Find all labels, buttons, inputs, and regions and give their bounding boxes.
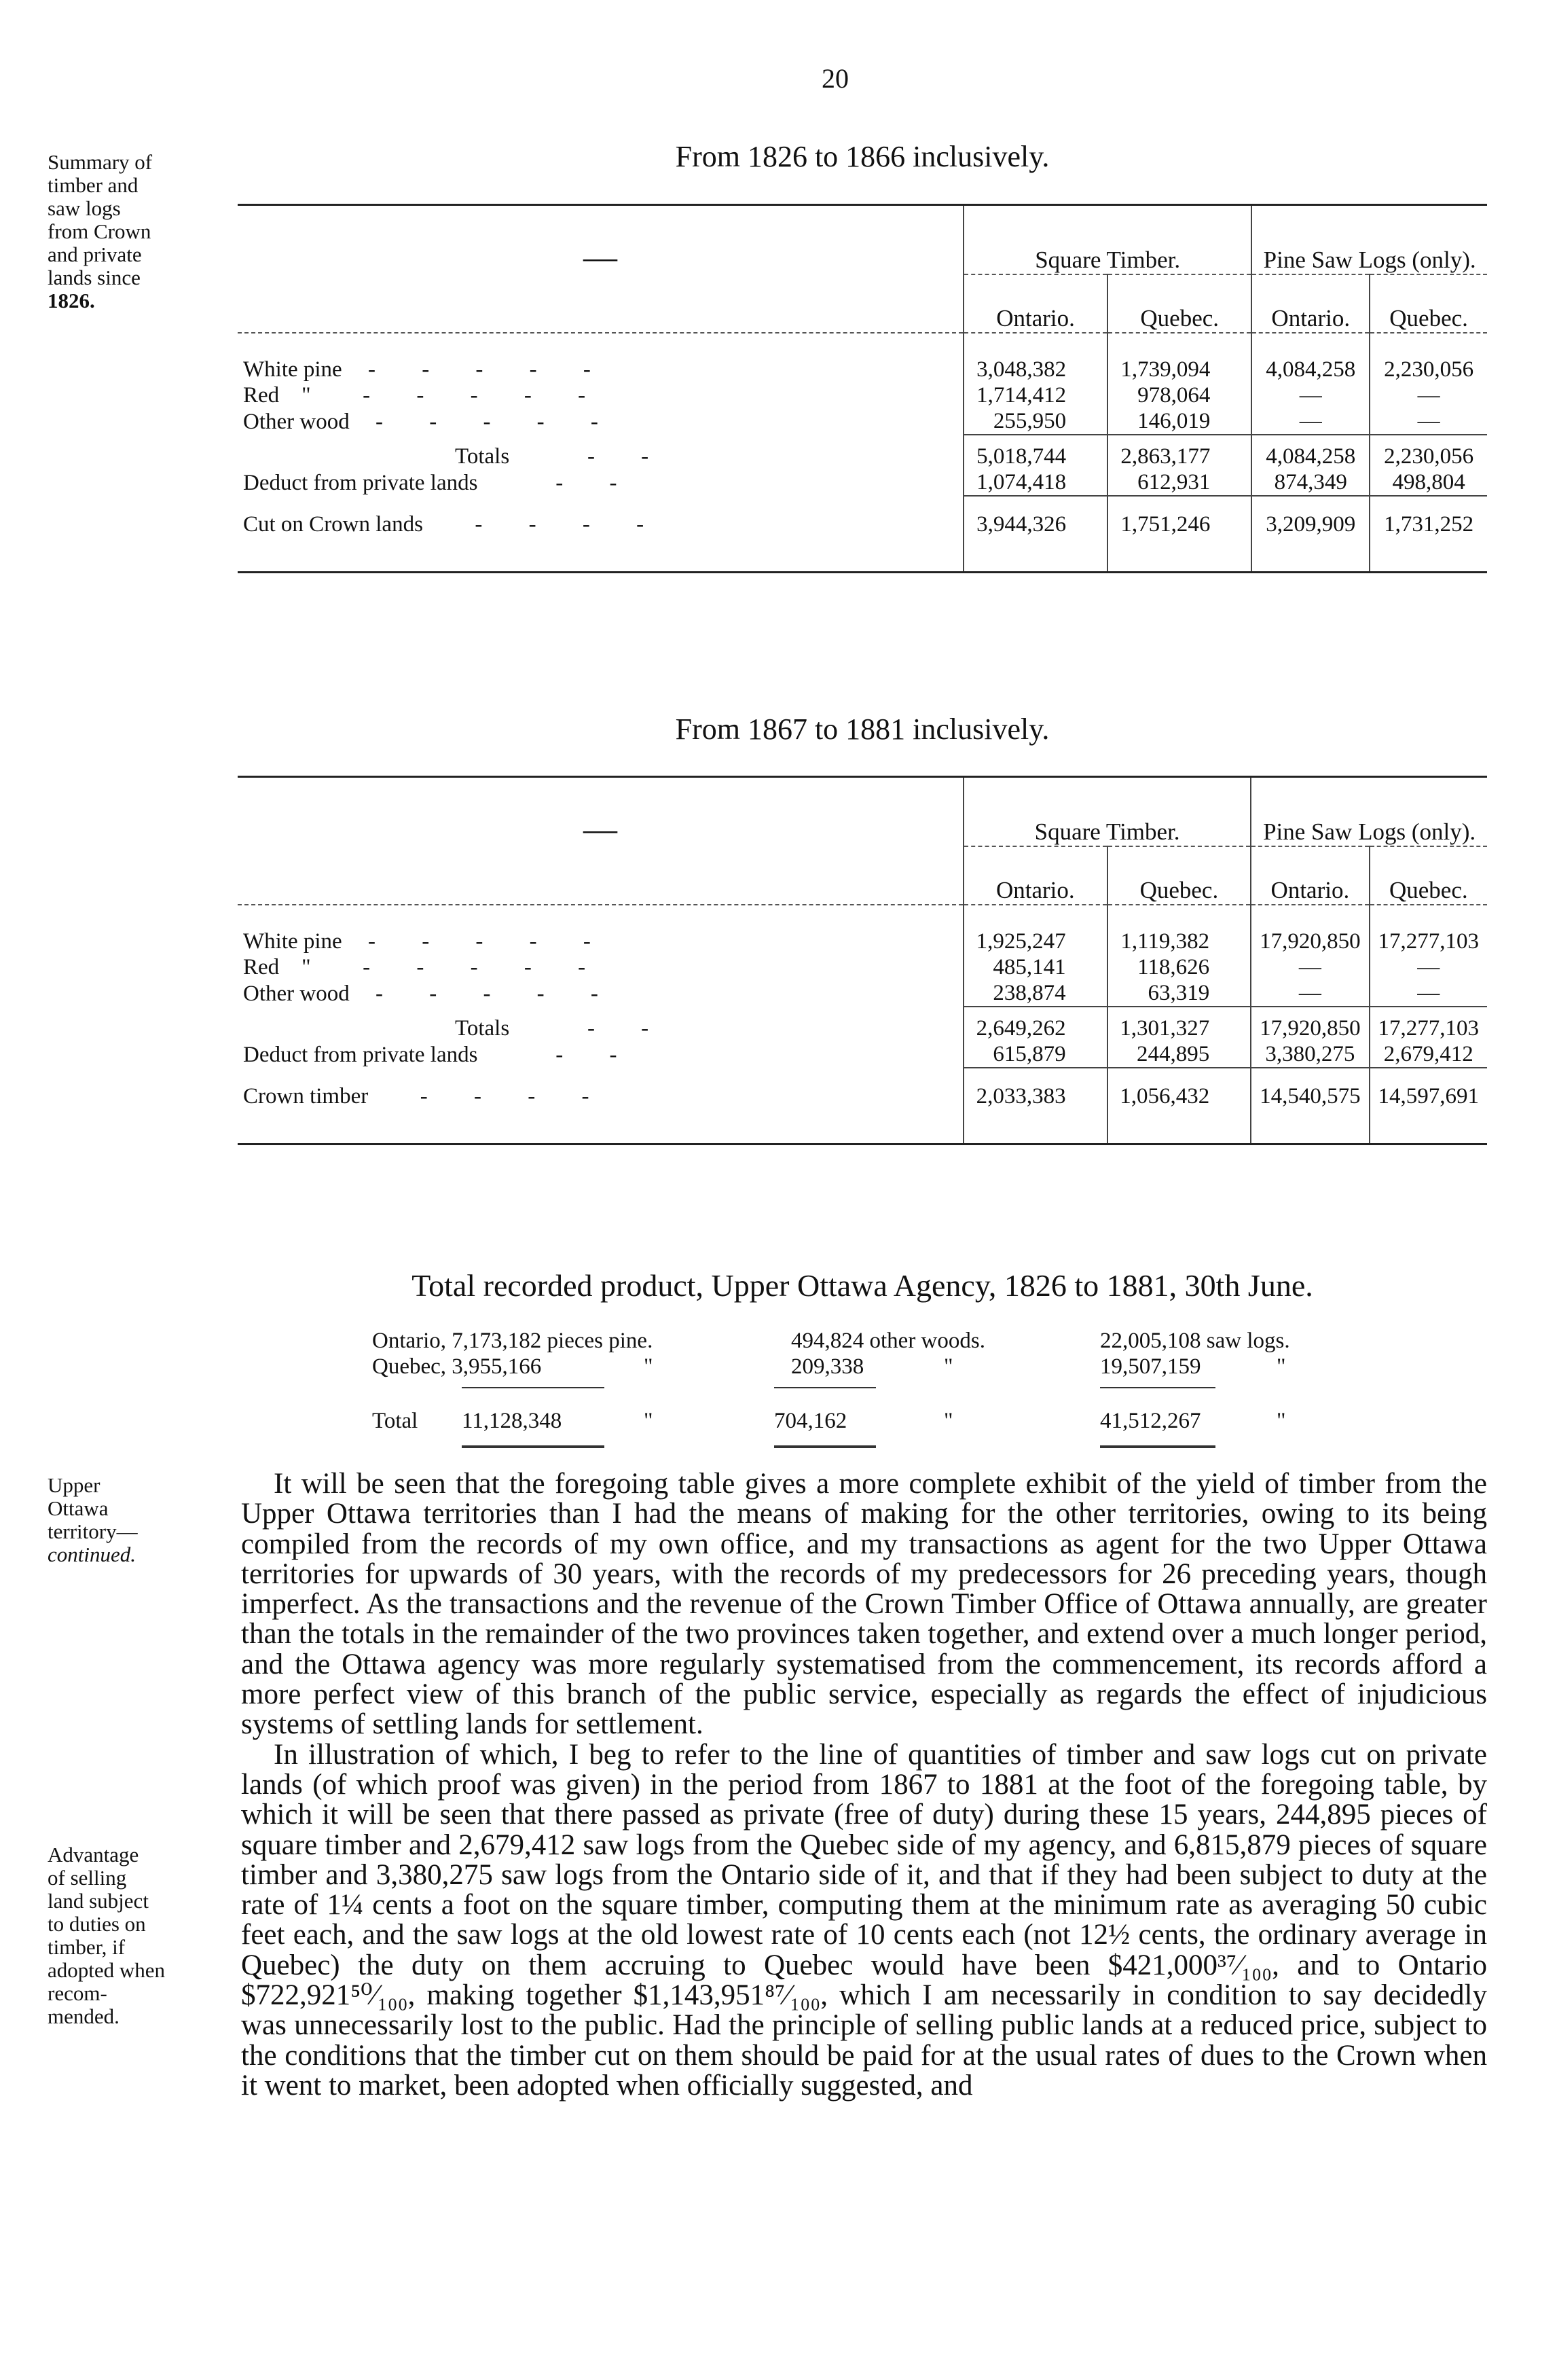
total-logs: 41,512,267 bbox=[1100, 1409, 1201, 1433]
cell: — bbox=[1370, 954, 1487, 980]
total-pine: 11,128,348 bbox=[462, 1409, 562, 1433]
sub-header: Ontario. bbox=[964, 274, 1107, 333]
margin-note-summary bbox=[48, 151, 152, 312]
cell: 4,084,258 bbox=[1251, 435, 1370, 469]
ditto-mark: " bbox=[944, 1409, 953, 1433]
margin-line: Advantage bbox=[48, 1843, 139, 1867]
ditto-mark: " bbox=[644, 1409, 653, 1433]
cell: — bbox=[1251, 980, 1369, 1007]
cell: 17,920,850 bbox=[1251, 1007, 1369, 1041]
margin-line: timber and bbox=[48, 173, 139, 197]
row-label: Red " bbox=[243, 955, 311, 979]
sub-header: Ontario. bbox=[1251, 274, 1370, 333]
total-other: 704,162 bbox=[774, 1409, 847, 1433]
group-header: Square Timber. bbox=[964, 777, 1251, 847]
table-corner-bottom bbox=[238, 846, 964, 905]
sub-header: Quebec. bbox=[1370, 274, 1487, 333]
row-label: Other wood bbox=[243, 981, 350, 1006]
margin-line: Ottawa bbox=[48, 1496, 109, 1520]
table-row: Other wood - - - - - 255,950 146,019 — — bbox=[238, 408, 1487, 435]
cell: 1,056,432 bbox=[1107, 1068, 1251, 1109]
sub-header: Quebec. bbox=[1370, 846, 1487, 905]
group-header: Pine Saw Logs (only). bbox=[1251, 777, 1487, 847]
cell: 17,277,103 bbox=[1370, 905, 1487, 954]
table-2 bbox=[238, 776, 1487, 1145]
ditto-mark: " bbox=[1277, 1354, 1286, 1379]
cell: 3,209,909 bbox=[1251, 496, 1370, 537]
total-ontario-other: 494,824 other woods. bbox=[791, 1329, 985, 1353]
table-row: White pine - - - - - 1,925,247 1,119,382 17,920,850 17,277,103 bbox=[238, 905, 1487, 954]
table-row: Red " - - - - - 1,714,412 978,064 — — bbox=[238, 382, 1487, 408]
sum-rule bbox=[1100, 1387, 1215, 1388]
margin-line: land subject bbox=[48, 1889, 149, 1913]
table-2-title: From 1867 to 1881 inclusively. bbox=[675, 713, 1050, 746]
ditto-mark: " bbox=[644, 1354, 653, 1379]
row-label: White pine bbox=[243, 929, 342, 954]
cell: 63,319 bbox=[1107, 980, 1251, 1007]
cell: 4,084,258 bbox=[1251, 333, 1370, 382]
margin-line: recom- bbox=[48, 1981, 107, 2005]
cell: 612,931 bbox=[1107, 469, 1251, 496]
group-header: Pine Saw Logs (only). bbox=[1251, 205, 1487, 275]
table-row-net: Cut on Crown lands - - - - 3,944,326 1,751,246 3,209,909 1,731,252 bbox=[238, 496, 1487, 537]
cell: 1,731,252 bbox=[1370, 496, 1487, 537]
cell: 2,679,412 bbox=[1370, 1041, 1487, 1068]
cell: 498,804 bbox=[1370, 469, 1487, 496]
margin-line: timber, if bbox=[48, 1935, 126, 1959]
row-label: Crown timber bbox=[243, 1084, 369, 1108]
row-label: White pine bbox=[243, 357, 342, 382]
cell: 3,380,275 bbox=[1251, 1041, 1369, 1068]
margin-line: territory— bbox=[48, 1519, 138, 1543]
margin-line: saw logs bbox=[48, 196, 121, 220]
cell: 1,751,246 bbox=[1107, 496, 1251, 537]
row-label: Deduct from private lands bbox=[243, 1043, 478, 1067]
table-row: Other wood - - - - - 238,874 63,319 — — bbox=[238, 980, 1487, 1007]
table-row-net: Crown timber - - - - 2,033,383 1,056,432 14,540,575 14,597,691 bbox=[238, 1068, 1487, 1109]
cell: 2,230,056 bbox=[1370, 333, 1487, 382]
cell: 2,230,056 bbox=[1370, 435, 1487, 469]
sub-header: Ontario. bbox=[964, 846, 1107, 905]
table-row-deduct: Deduct from private lands - - 1,074,418 612,931 874,349 498,804 bbox=[238, 469, 1487, 496]
double-rule bbox=[462, 1445, 604, 1448]
cell: 14,597,691 bbox=[1370, 1068, 1487, 1109]
cell: 3,048,382 bbox=[964, 333, 1107, 382]
sub-header: Ontario. bbox=[1251, 846, 1369, 905]
paragraph: It will be seen that the foregoing table gives a more complete exhibit of the yield of timber from the Upper Ottawa territories than I had the means of making for the other territories, owing to its being compiled from the records of my own office, and my transactions as agent for the two Upper Ottawa territories for upwards of 30 years, with the records of my predecessors for 26 preceding years, though imperfect. As the transactions and the revenue of the Crown Timber Office of Ottawa annually, are greater than the totals in the remainder of the two provinces taken together, and extend over a much longer period, and the Ottawa agency was more regularly systematised from the commencement, its records afford a more perfect view of this branch of the public service, especially as regards the effect of injudicious systems of settling lands for settlement. bbox=[241, 1468, 1487, 1741]
total-ontario-logs: 22,005,108 saw logs. bbox=[1100, 1329, 1290, 1353]
cell: 1,925,247 bbox=[964, 905, 1107, 954]
margin-note-advantage bbox=[48, 1843, 165, 2028]
total-quebec-other: 209,338 bbox=[791, 1354, 864, 1379]
margin-line: continued. bbox=[48, 1543, 136, 1566]
total-quebec-logs: 19,507,159 bbox=[1100, 1354, 1201, 1379]
cell: 874,349 bbox=[1251, 469, 1370, 496]
margin-line: and private bbox=[48, 242, 142, 266]
margin-line: adopted when bbox=[48, 1958, 166, 1982]
total-quebec-label: Quebec, 3,955,166 bbox=[372, 1354, 542, 1379]
page-number: 20 bbox=[822, 63, 849, 94]
row-label: Totals bbox=[455, 444, 510, 469]
margin-line: of selling bbox=[48, 1866, 127, 1890]
table-row: Red " - - - - - 485,141 118,626 — — bbox=[238, 954, 1487, 980]
sum-rule bbox=[462, 1387, 604, 1388]
total-total-label: Total bbox=[372, 1409, 418, 1433]
cell: 1,074,418 bbox=[964, 469, 1107, 496]
group-header: Square Timber. bbox=[964, 205, 1251, 275]
table-row: White pine - - - - - 3,048,382 1,739,094 4,084,258 2,230,056 bbox=[238, 333, 1487, 382]
cell: 978,064 bbox=[1107, 382, 1251, 408]
table-row-totals: Totals - - 2,649,262 1,301,327 17,920,850 17,277,103 bbox=[238, 1007, 1487, 1041]
table-end bbox=[238, 1109, 1487, 1144]
paragraph: In illustration of which, I beg to refer to the line of quantities of timber and saw logs cut on private lands (of which proof was given) in the period from 1867 to 1881 at the foot of the foregoing table, by which it will be seen that there passed as private (free of duty) during these 15 years, 244,895 pieces of square timber and 2,679,412 saw logs from the Quebec side of my agency, and 6,815,879 pieces of square timber and 3,380,275 saw logs from the Ontario side of it, and that if they had been subject to duty at the rate of 1¼ cents a foot on the square timber, computing them at the minimum rate as averaging 50 cubic feet each, and the saw logs at the old lowest rate of 10 cents each (not 12½ cents, the ordinary average in Quebec) the duty on them accruing to Quebec would have been $421,000³⁷⁄₁₀₀, and to Ontario $722,921⁵⁰⁄₁₀₀, making together $1,143,951⁸⁷⁄₁₀₀, which I am necessarily in condition to say decidedly was unnecessarily lost to the public. Had the principle of selling public lands at a reduced price, subject to the conditions that the timber cut on them should be paid for at the usual rates of dues to the Crown when it went to market, been adopted when officially suggested, and bbox=[241, 1738, 1487, 2102]
row-label: Deduct from private lands bbox=[243, 471, 478, 495]
cell: — bbox=[1370, 408, 1487, 435]
cell: 1,714,412 bbox=[964, 382, 1107, 408]
table-corner: — bbox=[238, 205, 964, 275]
row-label: Cut on Crown lands bbox=[243, 512, 423, 537]
table-row-deduct: Deduct from private lands - - 615,879 244,895 3,380,275 2,679,412 bbox=[238, 1041, 1487, 1068]
cell: 615,879 bbox=[964, 1041, 1107, 1068]
total-ontario-label: Ontario, 7,173,182 pieces pine. bbox=[372, 1329, 653, 1353]
table-1 bbox=[238, 204, 1487, 573]
margin-line: Summary of bbox=[48, 150, 153, 174]
cell: 1,301,327 bbox=[1107, 1007, 1251, 1041]
cell: 2,863,177 bbox=[1107, 435, 1251, 469]
row-label: Other wood bbox=[243, 410, 350, 434]
cell: — bbox=[1370, 980, 1487, 1007]
cell: 14,540,575 bbox=[1251, 1068, 1369, 1109]
table-row-totals: Totals - - 5,018,744 2,863,177 4,084,258 2,230,056 bbox=[238, 435, 1487, 469]
cell: — bbox=[1251, 408, 1370, 435]
margin-note-upper-ottawa bbox=[48, 1474, 138, 1566]
table-1-title: From 1826 to 1866 inclusively. bbox=[675, 140, 1050, 173]
margin-line: to duties on bbox=[48, 1912, 146, 1936]
ditto-mark: " bbox=[1277, 1409, 1286, 1433]
sum-rule bbox=[774, 1387, 876, 1388]
margin-line: 1826. bbox=[48, 289, 95, 312]
cell: 1,739,094 bbox=[1107, 333, 1251, 382]
double-rule bbox=[1100, 1445, 1215, 1448]
cell: 2,033,383 bbox=[964, 1068, 1107, 1109]
margin-line: mended. bbox=[48, 2004, 120, 2028]
cell: 17,277,103 bbox=[1370, 1007, 1487, 1041]
cell: — bbox=[1251, 954, 1369, 980]
cell: — bbox=[1370, 382, 1487, 408]
row-label: Red " bbox=[243, 383, 311, 408]
cell: 146,019 bbox=[1107, 408, 1251, 435]
cell: 3,944,326 bbox=[964, 496, 1107, 537]
cell: 238,874 bbox=[964, 980, 1107, 1007]
margin-line: lands since bbox=[48, 266, 141, 289]
cell: 485,141 bbox=[964, 954, 1107, 980]
row-label: Totals bbox=[455, 1016, 510, 1041]
double-rule bbox=[774, 1445, 876, 1448]
sub-header: Quebec. bbox=[1107, 274, 1251, 333]
cell: 2,649,262 bbox=[964, 1007, 1107, 1041]
table-end bbox=[238, 537, 1487, 573]
cell: — bbox=[1251, 382, 1370, 408]
cell: 17,920,850 bbox=[1251, 905, 1369, 954]
margin-line: from Crown bbox=[48, 219, 151, 243]
body-text bbox=[241, 1469, 1487, 2101]
cell: 5,018,744 bbox=[964, 435, 1107, 469]
total-recorded-title: Total recorded product, Upper Ottawa Agency, 1826 to 1881, 30th June. bbox=[411, 1268, 1313, 1303]
cell: 1,119,382 bbox=[1107, 905, 1251, 954]
table-corner-bottom bbox=[238, 274, 964, 333]
sub-header: Quebec. bbox=[1107, 846, 1251, 905]
cell: 118,626 bbox=[1107, 954, 1251, 980]
cell: 255,950 bbox=[964, 408, 1107, 435]
table-corner: — bbox=[238, 777, 964, 847]
ditto-mark: " bbox=[944, 1354, 953, 1379]
margin-line: Upper bbox=[48, 1473, 100, 1497]
cell: 244,895 bbox=[1107, 1041, 1251, 1068]
